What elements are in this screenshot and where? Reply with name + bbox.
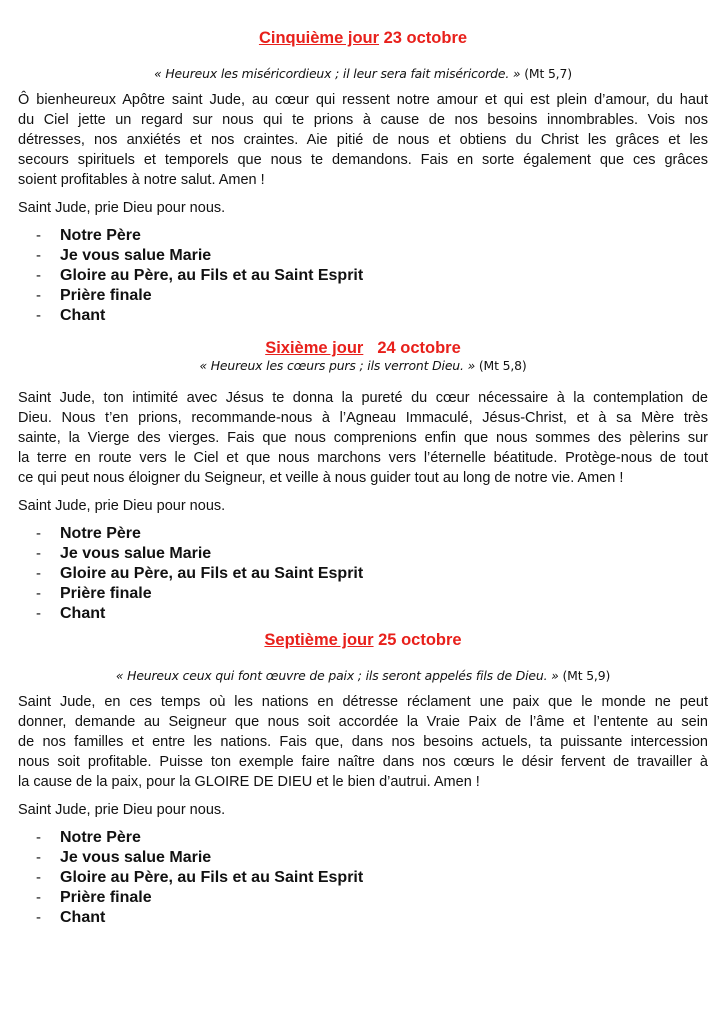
prayer-line: ce qui peut nous éloigner du Seigneur, et veille à nous guider tout au long de notre vie. Amen ! — [18, 470, 624, 486]
prayer-line: soient profitables à notre salut. Amen ! — [18, 172, 265, 188]
prayer-line: secours spirituels et temporels que nous te demandons. Fais en sorte également que ces grâces — [18, 152, 708, 168]
beatitude-quote — [18, 358, 708, 374]
prayer-line: Saint Jude, ton intimité avec Jésus te donna la pureté du cœur nécessaire à la contemplation de — [18, 390, 708, 406]
title-date: 25 octobre — [373, 631, 462, 649]
quote-reference: (Mt 5,7) — [524, 66, 572, 81]
section-day-5 — [18, 28, 708, 326]
prayer-item: - Chant — [18, 908, 708, 928]
section-title — [18, 28, 708, 48]
prayer-item: - Notre Père — [18, 524, 708, 544]
quote-reference: (Mt 5,9) — [562, 668, 611, 683]
prayer-line: nous soit profitable. Puisse ton exemple faire naître dans nos cœurs le désir fervent de travailler à — [18, 754, 708, 770]
prayer-line: la cause de la paix, pour la GLOIRE DE DIEU et le bien d’autrui. Amen ! — [18, 774, 480, 790]
prayer-item: - Notre Père — [18, 828, 708, 848]
prayer-item: - Chant — [18, 604, 708, 624]
invocation: Saint Jude, prie Dieu pour nous. — [18, 498, 226, 514]
prayer-text — [18, 90, 708, 190]
prayer-line: Saint Jude, en ces temps où les nations en détresse réclament une paix que le monde ne peut — [18, 694, 708, 710]
prayer-item: - Je vous salue Marie — [18, 848, 708, 868]
prayer-item: - Je vous salue Marie — [18, 246, 708, 266]
section-title — [18, 630, 708, 650]
title-day: Septième jour — [264, 631, 374, 649]
prayer-list — [18, 828, 708, 928]
section-day-7 — [18, 630, 708, 928]
title-date: 24 octobre — [377, 339, 461, 357]
prayer-line: détresses, nos anxiétés et nos craintes. Aie pitié de nous et obtiens du Christ les grâces et les — [18, 132, 708, 148]
prayer-line: la terre en route vers le Ciel et que nous marchons vers l’éternelle béatitude. Protège-nous de tout — [18, 450, 708, 466]
prayer-item: - Chant — [18, 306, 708, 326]
prayer-item: - Prière finale — [18, 888, 708, 908]
prayer-line: du Ciel jette un regard sur nous qui te prions à cause de nos besoins innombrables. Vois nos — [18, 112, 708, 128]
prayer-item: - Prière finale — [18, 584, 708, 604]
title-day: Sixième jour — [265, 339, 364, 357]
prayer-item: - Gloire au Père, au Fils et au Saint Esprit — [18, 266, 708, 286]
beatitude-quote — [18, 668, 708, 684]
invocation: Saint Jude, prie Dieu pour nous. — [18, 802, 226, 818]
prayer-item: - Gloire au Père, au Fils et au Saint Esprit — [18, 868, 708, 888]
quote-reference: (Mt 5,8) — [478, 358, 527, 373]
title-day: Cinquième jour — [258, 29, 380, 47]
prayer-line: sainte, la Vierge des vierges. Fais que nous comprenions enfin que nous sommes des pèlerins sur — [18, 430, 708, 446]
prayer-item: - Gloire au Père, au Fils et au Saint Esprit — [18, 564, 708, 584]
quote-text: « Heureux les miséricordieux ; il leur sera fait miséricorde. » — [154, 66, 521, 81]
prayer-item: - Notre Père — [18, 226, 708, 246]
prayer-text — [18, 388, 708, 488]
section-title — [18, 338, 708, 358]
quote-text: « Heureux les cœurs purs ; ils verront Dieu. » — [199, 358, 476, 373]
quote-text: « Heureux ceux qui font œuvre de paix ; ils seront appelés fils de Dieu. » — [115, 668, 559, 683]
beatitude-quote — [18, 66, 708, 82]
title-date: 23 octobre — [379, 29, 468, 47]
prayer-line: Ô bienheureux Apôtre saint Jude, au cœur qui ressent notre amour et qui est plein d’amour, du haut — [18, 92, 708, 108]
prayer-line: de nos familles et entre les nations. Fais que, dans nos besoins actuels, ta puissante intercession — [18, 734, 708, 750]
prayer-text — [18, 692, 708, 792]
prayer-item: - Prière finale — [18, 286, 708, 306]
prayer-list — [18, 226, 708, 326]
prayer-line: Dieu. Nous t’en prions, recommande-nous à l’Agneau Immaculé, Jésus-Christ, et à sa Mère très — [18, 410, 708, 426]
prayer-list — [18, 524, 708, 624]
prayer-line: donner, demande au Seigneur que nous soit accordée la Vraie Paix de l’âme et l’entente au sein — [18, 714, 708, 730]
section-day-6 — [18, 338, 708, 624]
prayer-item: - Je vous salue Marie — [18, 544, 708, 564]
invocation: Saint Jude, prie Dieu pour nous. — [18, 200, 226, 216]
